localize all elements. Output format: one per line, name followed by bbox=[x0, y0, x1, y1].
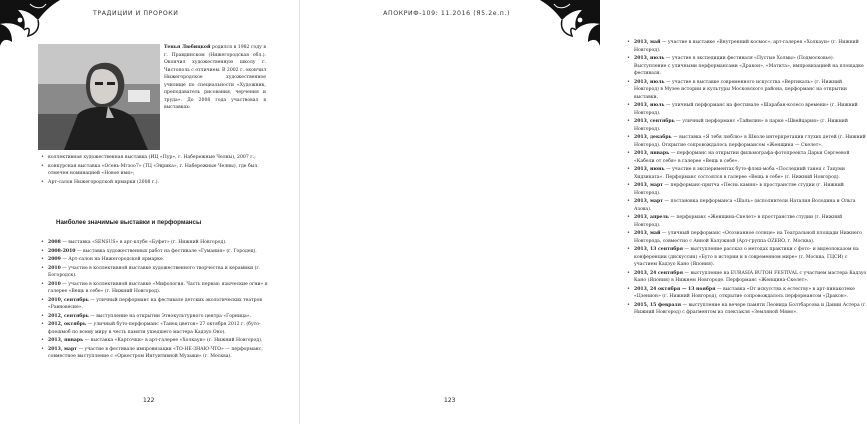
right-page bbox=[300, 0, 867, 424]
item-text: — выставка «Я тебя люблю» в Школе интерпретации глухих детей (г. Нижний Новгород). Открытие сопровождалось перформансом «Женщина — Скелет». bbox=[634, 135, 866, 148]
item-year: 2008 bbox=[48, 240, 61, 245]
item-year: 2013, июнь bbox=[634, 167, 665, 172]
list-item bbox=[41, 346, 269, 361]
item-year: 2013, май bbox=[634, 231, 661, 236]
item-text: — Арт-салон на Нижегородской ярмарке. bbox=[60, 257, 165, 262]
list-item bbox=[41, 297, 269, 312]
item-text: — выступление на EURASIA BUTOH FESTIVAL с участием мастера Кадзуо Кано (Япония) в Нижнем Новгороде. Перформанс «Женщина-Скелет». bbox=[634, 270, 867, 283]
list-item bbox=[41, 256, 269, 264]
item-year: 2013, 24 сентября bbox=[634, 270, 683, 276]
list-item bbox=[627, 198, 867, 213]
item-text: — уличный буто-перформанс «Танец цветов» 27 октября 2012 г. (буто-флешмоб по всему миру в честь памяти ушедшего мастера Кадзуо Оно). bbox=[48, 322, 261, 335]
item-year: 2008-2010 bbox=[48, 248, 76, 254]
artist-portrait-photo bbox=[38, 44, 160, 150]
item-year: 2012, сентябрь bbox=[48, 313, 89, 319]
item-text: — выставка художественных работ на фестивале «Гумания» (г. Городец). bbox=[75, 248, 257, 254]
item-text: — выступление на открытии Этнокультурного центра «Горница». bbox=[88, 313, 252, 319]
left-running-head: ТРАДИЦИИ И ПРОРОКИ bbox=[93, 10, 179, 17]
item-year: 2013, июль bbox=[634, 56, 665, 61]
artist-bio-text: родился в 1982 году в г. Правдинском (Нижегородская обл.). Окончил художественную школу г. Чистополь с отличием. В 2002 г. окончил Нижегородское художественное училище по специальности «Художник, преподаватель рисования, черчения и труда». До 2008 года участвовал в выставках: bbox=[164, 45, 266, 110]
item-text: — участие в фестивале импровизации «ТО-НЕ-ЗНАЮ-ЧТО» — перформанс, совместное выступление с «Оркестром Интуитивной Музыки» (г. Москва). bbox=[48, 346, 263, 359]
item-text: — перформанс-притча «Песнь камня» в пространстве студии (г. Нижний Новгород). bbox=[634, 183, 844, 196]
item-year: 2013, май bbox=[634, 40, 661, 45]
item-text: — участие в коллективной выставке «Мифология. Часть первая: языческие огни» в галерее «Вещь в себе» (г. Нижний Новгород). bbox=[48, 281, 268, 294]
item-year: 2013, июль bbox=[634, 79, 665, 85]
item-text: — уличный перформанс на фестивале «Шарабан-колесо времени» (г. Нижний Новгород). bbox=[634, 103, 858, 116]
item-year: 2010 bbox=[48, 265, 61, 271]
item-year: 2009 bbox=[48, 257, 61, 262]
item-text: — участие в экспериментах буто-флэш-моба «Последний танец с Тацуми Хидзиката». Перформанс состоялся в галерее «Вещь в себе» (г. Нижний Новгород). bbox=[634, 167, 845, 180]
item-text: — участие в выставке современного искусства «Вертикаль» (г. Нижний Новгород) в Музее истории и культуры Московского района, перформанс на открытии выставки. bbox=[634, 79, 847, 100]
item-year: 2015, 15 февраля bbox=[634, 302, 682, 308]
item-year: 2013, март bbox=[48, 346, 78, 352]
list-item bbox=[627, 55, 867, 78]
exhibitions-list-left bbox=[41, 239, 269, 362]
item-year: 2013, март bbox=[634, 199, 664, 204]
list-item bbox=[627, 134, 867, 149]
list-item bbox=[627, 182, 867, 197]
list-item bbox=[627, 286, 867, 301]
list-item bbox=[41, 248, 269, 256]
item-text: — участие в коллективной выставке художественного творчества и керамики (г. Богородск). bbox=[48, 265, 261, 278]
list-item bbox=[627, 118, 867, 133]
list-item: • коллективная художественная выставка (ИЦ «Пур», г. Набережные Челны), 2007 г.; bbox=[41, 154, 269, 162]
list-item bbox=[41, 239, 269, 247]
exhibitions-list-right bbox=[627, 39, 867, 318]
item-text: — перформанс «Женщина-Скелет» в пространстве студии (г. Нижний Новгород). bbox=[634, 215, 843, 228]
list-item bbox=[627, 214, 867, 229]
list-item bbox=[627, 79, 867, 102]
item-year: 2013, январь bbox=[634, 151, 670, 156]
item-year: 2010, сентябрь bbox=[48, 297, 89, 303]
item-text: — перформанс на открытии фильмографа-фотопроекта Дарьи Сергеевой «Кабели от себя» в галерее «Вещь в себе». bbox=[634, 151, 850, 164]
item-year: 2010 bbox=[48, 281, 61, 287]
list-item: • конкурсная выставка «Осень-Мгзоо7» (ТЦ «Эврика», г. Набережные Челны), где был отмечен номинацией «Новое имя»; bbox=[41, 163, 269, 178]
artist-bio-paragraph bbox=[164, 44, 266, 112]
item-text: — выступление на вечере памяти Леонида Болтбарсова и Дании Астера (г. Нижний Новгород) с фрагментом из спектакля «Земляной Мямо». bbox=[634, 302, 867, 315]
item-text: — уличный перформанс «Осознанное солнце» на Театральной площади Нижнего Новгорода, совместно с Анной Калужной (Арт-группа OZERO, г. Москва). bbox=[634, 231, 862, 244]
list-item bbox=[627, 39, 867, 54]
item-text: — выставка «От искусства к естеству» в арт-пинакотеке «Цзенион» (г. Нижний Новгород), открытие сопровождалось перформансом «Дракон». bbox=[634, 286, 855, 299]
list-item bbox=[627, 230, 867, 245]
item-year: 2013, март bbox=[634, 183, 664, 188]
artist-name: Тенья Любицкой bbox=[164, 45, 211, 50]
item-text: — уличный перформанс «Таймлин» в парке «Швейцария» (г. Нижний Новгород). bbox=[634, 119, 848, 132]
left-page bbox=[0, 0, 300, 424]
item-text: — постановка перформанса «Шаль» (исполнители Наталия Володина и Ольга Азова). bbox=[634, 199, 856, 212]
list-item bbox=[41, 321, 269, 336]
list-item bbox=[627, 302, 867, 317]
item-year: 2013, декабрь bbox=[634, 135, 672, 140]
section-title: Наиболее значимые выставки и перформансы bbox=[56, 219, 202, 226]
right-page-number: 123 bbox=[444, 397, 456, 404]
left-page-number: 122 bbox=[143, 397, 155, 404]
item-year: 2013, июль bbox=[634, 103, 665, 108]
list-item bbox=[41, 337, 269, 345]
item-year: 2012, октябрь bbox=[48, 322, 86, 327]
item-year: 2013, апрель bbox=[634, 215, 669, 220]
item-text: — уличный перформанс на фестивале детских экологических театров «Равновесие». bbox=[48, 297, 262, 310]
item-text: — участие в экспедиции фестиваля «Пустые Холмы» (Подмосковье). Выступление с уличными перформансами «Дракон», «Матита», импровизацией на площадке фестиваля. bbox=[634, 56, 864, 76]
right-running-head: АПОКРИФ-109: 11.2016 (Я5.2е.п.) bbox=[383, 10, 510, 17]
list-item bbox=[41, 281, 269, 296]
list-item bbox=[41, 265, 269, 280]
list-item bbox=[627, 270, 867, 285]
item-text: — выставка «Карточки» в арт-галерее «Холкаун» (г. Нижний Новгород). bbox=[83, 338, 263, 343]
list-item bbox=[627, 246, 867, 269]
list-item bbox=[627, 166, 867, 181]
list-item: • Арт-салон Нижегородской ярмарки (2008 г.). bbox=[41, 179, 269, 187]
item-year: 2013, 13 сентября bbox=[634, 247, 683, 252]
item-text: — выступление рассказ о методах практики с фото- и видеопоказом на конференции (дискуссии) «Буто в истории и в современном мире» (г. Москва, ГЦСИ) с участием Кадзуо Кано (Япония). bbox=[634, 247, 859, 267]
item-year: 2013, сентябрь bbox=[634, 119, 675, 124]
item-text: — участие в выставке «Внутренний космос», арт-галерея «Холкаун» (г. Нижний Новгород). bbox=[634, 40, 859, 53]
early-exhibitions-list bbox=[41, 154, 269, 187]
item-text: — выставка «SENSUS» в арт-клубе «Буфет» (г. Нижний Новгород). bbox=[60, 240, 227, 245]
list-item bbox=[41, 313, 269, 321]
item-year: 2013, 24 октября — 13 ноября bbox=[634, 286, 716, 292]
list-item bbox=[627, 102, 867, 117]
list-item bbox=[627, 150, 867, 165]
item-year: 2013, январь bbox=[48, 338, 84, 343]
